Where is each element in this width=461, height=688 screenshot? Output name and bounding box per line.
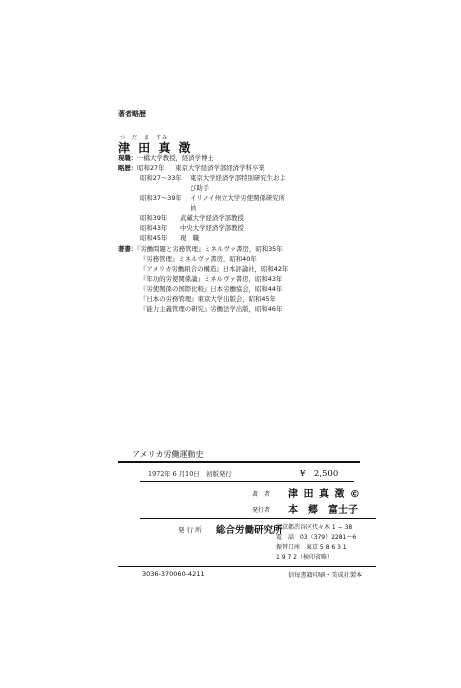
address-line: 東京都渋谷区代々木 1 − 38 xyxy=(276,524,353,531)
works-row: 『労務管理』ミネルヴァ書房，昭和40年 xyxy=(140,255,257,263)
career-row: 員 xyxy=(190,204,197,212)
works-row: 著書：『労働問題と労務管理』ミネルヴァ書房，昭和35年 xyxy=(118,245,283,253)
works-row: 『労使関係の国際比較』日本労働協会，昭和44年 xyxy=(140,285,283,293)
publisher-top-rule xyxy=(140,518,376,519)
works-row: 『アメリカ労働組合の構造』日本評論社，昭和42年 xyxy=(140,265,289,273)
works-label: 著書： xyxy=(118,245,138,253)
colophon-author-name: 津 田 真 澂 © xyxy=(288,489,361,500)
date-rule xyxy=(140,481,354,482)
publisher-person: 本 郷 富士子 xyxy=(288,505,358,516)
publisher-person-label: 発行者 xyxy=(252,507,271,514)
career-label: 略歴： xyxy=(118,164,138,172)
book-title: アメリカ労働運動史 xyxy=(132,450,204,459)
current-value: 一橋大学教授，経済学博士 xyxy=(137,154,214,162)
publication-date: 1972年 6 月10日 初版発行 xyxy=(148,470,232,478)
career-row: 昭和27〜33年 東京大学経済学部特別研究生およ xyxy=(140,174,286,182)
book-code: 3036-370060-4211 xyxy=(142,570,205,578)
publisher-name: 総合労働研究所 xyxy=(216,525,283,536)
career-row: び助手 xyxy=(190,184,210,192)
current-label: 現職： xyxy=(118,154,138,162)
address-line: 1 9 7 2（検印省略） xyxy=(276,554,333,561)
profile-heading: 著者略歴 xyxy=(118,110,146,118)
career-row: 昭和37〜39年 イリノイ州立大学労使関係研究所 xyxy=(140,194,286,202)
printer-binder: 信毎書籍印刷・美成社製本 xyxy=(288,572,363,579)
career-row: 略歴：昭和27年 東京大学経済学部経済学科卒業 xyxy=(118,164,265,172)
career-row: 昭和45年 現 職 xyxy=(140,234,200,242)
current-position xyxy=(118,153,214,163)
publisher-label: 発 行 所 xyxy=(178,526,202,534)
career-row: 昭和43年 中央大学経済学部教授 xyxy=(140,224,244,232)
address-line: 電 話 03（379）2281〜6 xyxy=(276,534,357,541)
name-furigana: つ だ ま すみ xyxy=(120,135,169,141)
works-row: 『日本の労務管理』東京大学出版会，昭和45年 xyxy=(140,295,276,303)
price: ¥ 2,500 xyxy=(300,469,339,479)
career-row: 昭和39年 武蔵大学経済学部教授 xyxy=(140,214,244,222)
author-label: 著 者 xyxy=(252,491,271,498)
title-rule xyxy=(118,461,360,463)
works-row: 『能力主義管理の研究』労働法学出版，昭和46年 xyxy=(140,305,283,313)
address-line: 振替口座 東京 5 8 6 3 1 xyxy=(276,544,347,551)
works-row: 『年功的労使関係論』ミネルヴァ書房，昭和43年 xyxy=(140,275,283,283)
author-name: 津 田 真 澂 xyxy=(118,141,193,155)
code-rule xyxy=(118,566,376,567)
publisher-address xyxy=(276,523,356,563)
